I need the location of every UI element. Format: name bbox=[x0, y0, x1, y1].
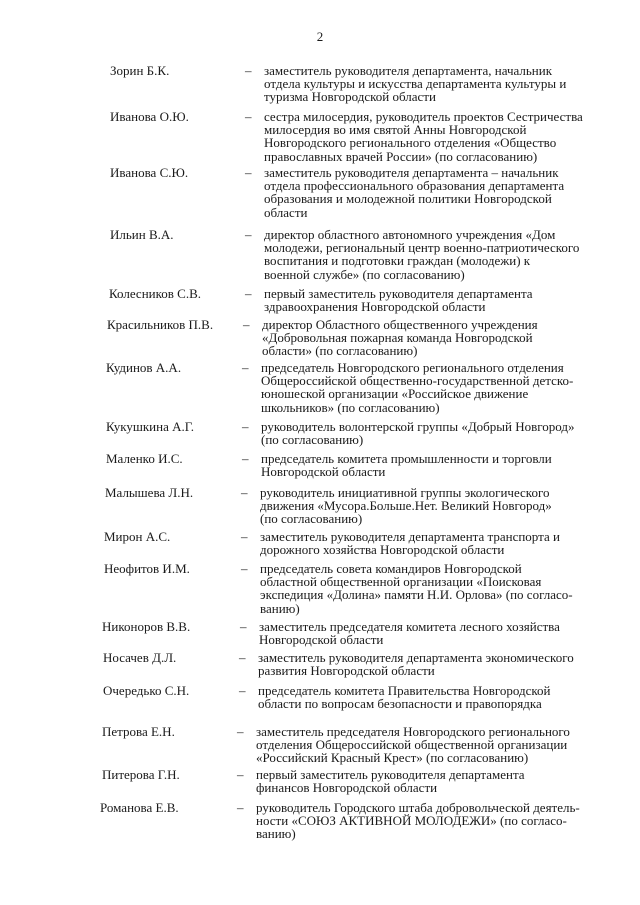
position-line: отдела профессионального образования департамента bbox=[264, 178, 565, 194]
dash-separator: – bbox=[243, 317, 250, 332]
dash-separator: – bbox=[245, 63, 252, 78]
position-line: «Добровольная пожарная команда Новгородской bbox=[262, 330, 533, 346]
member-position bbox=[256, 801, 612, 841]
position-line: туризма Новгородской области bbox=[264, 89, 436, 105]
position-line: заместитель руководителя департамента, начальник bbox=[264, 63, 553, 78]
position-line: заместитель председателя комитета лесного хозяйства bbox=[259, 619, 560, 634]
dash-separator: – bbox=[240, 619, 247, 634]
position-line: заместитель руководителя департамента транспорта и bbox=[260, 529, 560, 544]
position-line: заместитель председателя Новгородского регионального bbox=[256, 724, 570, 739]
dash-separator: – bbox=[239, 650, 246, 665]
member-name: Романова Е.В. bbox=[100, 800, 179, 815]
position-line: ности «СОЮЗ АКТИВНОЙ МОЛОДЕЖИ» (по согласо- bbox=[256, 813, 567, 829]
position-line: Новгородского регионального отделения «Общество bbox=[264, 135, 557, 151]
position-line: образования и молодежной политики Новгородской bbox=[264, 191, 552, 207]
member-position bbox=[256, 768, 612, 794]
position-line: руководитель волонтерской группы «Добрый Новгород» bbox=[261, 419, 575, 434]
member-position bbox=[264, 287, 620, 313]
member-name: Маленко И.С. bbox=[106, 451, 183, 466]
member-position bbox=[261, 452, 617, 478]
position-line: (по согласованию) bbox=[261, 432, 364, 448]
member-position bbox=[259, 620, 615, 646]
member-name: Мирон А.С. bbox=[104, 529, 171, 544]
position-line: ванию) bbox=[260, 600, 300, 616]
member-name: Питерова Г.Н. bbox=[102, 767, 180, 782]
position-line: Новгородской области bbox=[261, 464, 386, 480]
position-line: финансов Новгородской области bbox=[256, 780, 438, 796]
position-line: здравоохранения Новгородской области bbox=[264, 299, 486, 315]
position-line: председатель Новгородского регионального отделения bbox=[261, 360, 564, 375]
position-line: экспедиция «Долина» памяти Н.И. Орлова» (по согласо- bbox=[260, 587, 573, 603]
position-line: развития Новгородской области bbox=[258, 663, 435, 679]
dash-separator: – bbox=[245, 286, 252, 301]
dash-separator: – bbox=[242, 419, 249, 434]
position-line: ванию) bbox=[256, 826, 296, 842]
member-name: Петрова Е.Н. bbox=[102, 724, 175, 739]
member-name: Малышева Л.Н. bbox=[105, 485, 194, 500]
dash-separator: – bbox=[245, 165, 252, 180]
position-line: воспитания и подготовки граждан (молодежи) к bbox=[264, 253, 531, 269]
member-name: Зорин Б.К. bbox=[110, 63, 170, 78]
dash-separator: – bbox=[237, 800, 244, 815]
position-line: «Российский Красный Крест» (по согласованию) bbox=[256, 750, 529, 766]
position-line: военной службе» (по согласованию) bbox=[264, 266, 465, 282]
member-position bbox=[260, 562, 616, 615]
dash-separator: – bbox=[237, 724, 244, 739]
member-position bbox=[256, 725, 612, 765]
position-line: председатель совета командиров Новгородской bbox=[260, 561, 522, 576]
position-line: области по вопросам безопасности и правопорядка bbox=[258, 696, 542, 712]
dash-separator: – bbox=[242, 451, 249, 466]
dash-separator: – bbox=[241, 485, 248, 500]
dash-separator: – bbox=[245, 227, 252, 242]
dash-separator: – bbox=[237, 767, 244, 782]
position-line: областной общественной организации «Поисковая bbox=[260, 574, 542, 590]
dash-separator: – bbox=[245, 109, 252, 124]
position-line: сестра милосердия, руководитель проектов Сестричества bbox=[264, 109, 583, 124]
position-line: (по согласованию) bbox=[260, 511, 363, 527]
position-line: заместитель руководителя департамента экономического bbox=[258, 650, 574, 665]
position-line: первый заместитель руководителя департамента bbox=[256, 767, 525, 782]
position-line: молодежи, региональный центр военно-патриотического bbox=[264, 240, 580, 256]
position-line: отдела культуры и искусства департамента культуры и bbox=[264, 76, 567, 92]
dash-separator: – bbox=[242, 360, 249, 375]
dash-separator: – bbox=[241, 561, 248, 576]
member-name: Очередько С.Н. bbox=[103, 683, 190, 698]
member-name: Иванова О.Ю. bbox=[110, 109, 189, 124]
member-name: Иванова С.Ю. bbox=[110, 165, 189, 180]
position-line: юношеской организации «Российское движение bbox=[261, 386, 529, 402]
position-line: председатель комитета Правительства Новгородской bbox=[258, 683, 551, 698]
position-line: православных врачей России» (по согласованию) bbox=[264, 148, 538, 164]
member-position bbox=[258, 651, 614, 677]
position-line: первый заместитель руководителя департамента bbox=[264, 286, 533, 301]
member-name: Никоноров В.В. bbox=[102, 619, 191, 634]
position-line: руководитель Городского штаба добровольческой деятель- bbox=[256, 800, 580, 815]
position-line: Общероссийской общественно-государственной детско- bbox=[261, 373, 574, 389]
position-line: председатель комитета промышленности и торговли bbox=[261, 451, 552, 466]
member-name: Красильников П.В. bbox=[107, 317, 214, 332]
dash-separator: – bbox=[239, 683, 246, 698]
member-position bbox=[262, 318, 618, 358]
member-position bbox=[261, 361, 617, 414]
member-position bbox=[260, 486, 616, 526]
member-name: Неофитов И.М. bbox=[104, 561, 190, 576]
member-name: Кудинов А.А. bbox=[106, 360, 182, 375]
position-line: дорожного хозяйства Новгородской области bbox=[260, 542, 505, 558]
position-line: милосердия во имя святой Анны Новгородской bbox=[264, 122, 527, 138]
member-name: Кукушкина А.Г. bbox=[106, 419, 195, 434]
position-line: Новгородской области bbox=[259, 632, 384, 648]
dash-separator: – bbox=[241, 529, 248, 544]
member-position bbox=[264, 166, 620, 219]
position-line: директор областного автономного учреждения «Дом bbox=[264, 227, 556, 242]
member-name: Колесников С.В. bbox=[109, 286, 202, 301]
member-name: Ильин В.А. bbox=[110, 227, 174, 242]
page-number: 2 bbox=[316, 29, 324, 44]
member-position bbox=[258, 684, 614, 710]
position-line: руководитель инициативной группы экологического bbox=[260, 485, 550, 500]
member-position bbox=[264, 110, 620, 163]
member-position bbox=[260, 530, 616, 556]
member-name: Носачев Д.Л. bbox=[103, 650, 177, 665]
position-line: школьников» (по согласованию) bbox=[261, 399, 440, 415]
position-line: области bbox=[264, 204, 308, 220]
position-line: движения «Мусора.Больше.Нет. Великий Новгород» bbox=[260, 498, 552, 514]
member-position bbox=[261, 420, 617, 446]
position-line: директор Областного общественного учреждения bbox=[262, 317, 538, 332]
member-position bbox=[264, 228, 620, 281]
position-line: отделения Общероссийской общественной организации bbox=[256, 737, 568, 753]
position-line: заместитель руководителя департамента – начальник bbox=[264, 165, 559, 180]
member-position bbox=[264, 64, 620, 104]
position-line: области» (по согласованию) bbox=[262, 343, 418, 359]
